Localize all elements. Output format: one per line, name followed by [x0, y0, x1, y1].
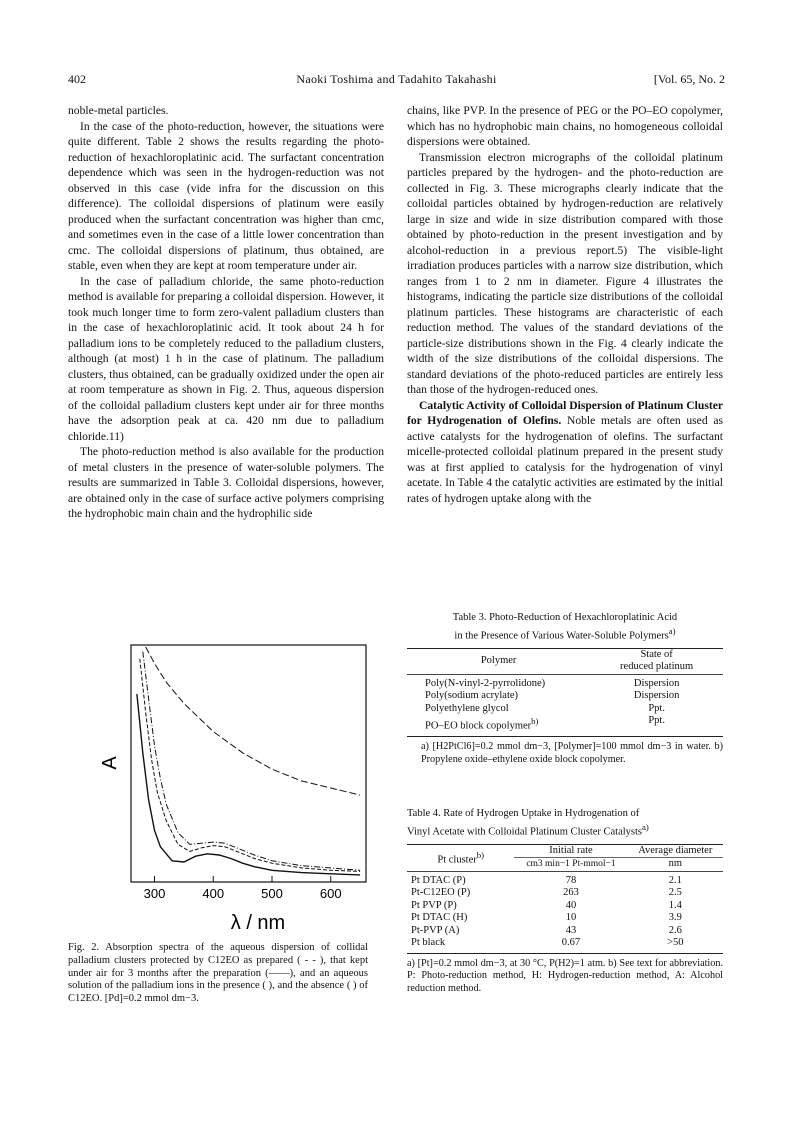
- column-header: Polymer: [480, 654, 517, 666]
- table-caption: Table 3. Photo-Reduction of Hexachloroplatinic Acid in the Presence of Various Water-Soluble Polymers$^{a)}$: [452, 612, 678, 642]
- table-3: [407, 612, 723, 766]
- section-heading: Catalytic Activity of Colloidal Dispersion of Platinum Cluster for Hydrogenation of Olefins.: [407, 398, 723, 427]
- table-row: Pt-PVP (A) 43 2.6: [411, 924, 682, 936]
- right-column: [407, 103, 723, 506]
- table-row: Poly(sodium acrylate) Dispersion: [425, 690, 680, 702]
- table-caption: Table 4. Rate of Hydrogen Uptake in Hydrogenation of Vinyl Acetate with Colloidal Platinum Cluster Catalysts$^{a)}$: [407, 808, 649, 838]
- paragraph: Transmission electron micrographs of the colloidal platinum particles prepared by the hydrogen- and the photo-reduction are collected in Fig. 3. These micrographs clearly indicate that the colloidal particles obtained by hydrogen-reduction are relatively large in size and wide in size distribution compared with those obtained by photo-reduction in the present investigation and by alcohol-reduction in a previous report.5) The visible-light irradiation produces particles with a narrow size distribution, which ranges from 1 to 2 nm in diameter. Figure 4 illustrates the histograms, indicating the particle size distributions of the colloidal platinum particles. These histograms are characteristic of each reduction method. The values of the standard deviations of the particle-size distributions shown in the Fig. 4 clearly indicate the width of the size distributions of the colloidal dispersions. The standard deviations of the photo-reduced particles are entirely less than those of the hydrogen-reduced ones.: [407, 150, 723, 396]
- page-number: 402: [68, 72, 86, 86]
- figure-caption: Fig. 2. Absorption spectra of the aqueous dispersion of collidal palladium clusters protected by C12EO as prepared ( - - ), that kept under air for 3 months after the preparation (——), and an aqueous solution of the palladium ions in the presence ( ), and the absence ( ) of C12EO. [Pd]=0.2 mmol dm−3.: [68, 942, 368, 1005]
- table-row: Polyethylene glycol Ppt.: [425, 702, 665, 714]
- column-header: Initial rate: [514, 844, 627, 858]
- column-header: Pt cluster$^{b)}$: [407, 844, 514, 871]
- absorption-spectra-chart: [90, 635, 375, 935]
- column-header: Average diameter: [628, 844, 723, 858]
- table-footnote: a) [H2PtCl6]=0.2 mmol dm−3, [Polymer]=100 mmol dm−3 in water. b) Propylene oxide–ethylene oxide block copolymer.: [421, 741, 723, 765]
- x-tick-label: 300: [143, 886, 166, 901]
- paragraph: In the case of palladium chloride, the same photo-reduction method is available for preparing a colloidal dispersion. However, it took much longer time to form zero-valent palladium clusters than in the case of hexachloroplatinic acid. It took about 24 h for palladium ions to be completely reduced to the palladium clusters, although (at most) 1 h in the case of platinum. The palladium clusters, thus obtained, can be gradually oxidized under the open air at room temperature as shown in Fig. 2. Thus, aqueous dispersion of the colloidal palladium clusters kept under air for three months have the adsorption peak at ca. 420 nm due to palladium chloride.11): [68, 274, 385, 443]
- table-row: Poly(N-vinyl-2-pyrrolidone) Dispersion: [425, 677, 680, 689]
- table-row: Pt PVP (P) 40 1.4: [411, 899, 682, 911]
- section-paragraph: [407, 398, 723, 507]
- figure-2: [90, 635, 375, 935]
- column-header: State of reduced platinum: [620, 648, 694, 673]
- running-header-authors: Naoki Toshima and Tadahito Takahashi: [296, 72, 497, 86]
- journal-reference: [Vol. 65, No. 2: [653, 72, 725, 86]
- x-axis-label: λ / nm: [230, 912, 286, 934]
- paragraph: chains, like PVP. In the presence of PEG or the PO–EO copolymer, which has no hydrophobic main chains, no homogeneous colloidal dispersions were obtained.: [407, 104, 723, 148]
- x-tick-label: 400: [202, 886, 225, 901]
- paragraph-body: Noble metals are often used as active catalysts for the hydrogenation of olefins. The surfactant micelle-protected colloidal platinum prepared in the present study was at first applied to catalysis for the hydrogenation of vinyl acetate. In Table 4 the catalytic activities are estimated by the initial rates of hydrogen uptake along with the: [407, 414, 723, 505]
- y-axis-label: A: [99, 756, 121, 770]
- table-4-grid: [407, 844, 723, 954]
- spectrum-curve-long-dash: [146, 647, 360, 795]
- column-unit: nm: [668, 858, 682, 870]
- x-tick-label: 600: [319, 886, 342, 901]
- table-row: Pt black 0.67 >50: [407, 937, 723, 953]
- paragraph: In the case of the photo-reduction, however, the situations were quite different. Table 2 shows the results regarding the photo-reduction of hexachloroplatinic acid. The surfactant concentration dependence which was seen in the hydrogen-reduction was not observed in this case (vide infra for the discussion on this difference). The colloidal dispersions of platinum were easily produced when the surfactant concentration was higher than cmc, and sometimes even in the case of a little lower concentration than cmc. The colloidal dispersions of platinum, thus obtained, are stable, even when they are kept at room temperature under air.: [68, 119, 384, 272]
- column-unit: cm3 min−1 Pt-mmol−1: [526, 859, 616, 870]
- table-4: [407, 808, 723, 995]
- table-row: Pt DTAC (P) 78 2.1: [411, 874, 682, 886]
- table-3-grid: [407, 648, 723, 738]
- table-footnote: a) [Pt]=0.2 mmol dm−3, at 30 °C, P(H2)=1 atm. b) See text for abbreviation. P: Photo-reduction method, H: Hydrogen-reduction method, A: Alcohol reduction method.: [407, 957, 723, 994]
- table-row: Pt-C12EO (P) 263 2.5: [411, 887, 682, 899]
- spectrum-curve-dash-dot: [143, 652, 360, 871]
- left-column: [68, 103, 384, 522]
- paragraph: noble-metal particles.: [68, 104, 169, 117]
- table-row: Pt DTAC (H) 10 3.9: [411, 912, 682, 924]
- table-row: PO–EO block copolymer$^{b)}$ Ppt.: [407, 715, 723, 737]
- x-tick-label: 500: [261, 886, 283, 901]
- paragraph: The photo-reduction method is also available for the production of metal clusters in the presence of water-soluble polymers. The results are summarized in Table 3. Colloidal dispersions, however, are obtained only in the case of surface active polymers comprising the hydrophobic main chain and the hydrophilic side: [68, 445, 384, 520]
- plot-frame: [131, 645, 366, 882]
- spectrum-curve-solid: [137, 694, 360, 875]
